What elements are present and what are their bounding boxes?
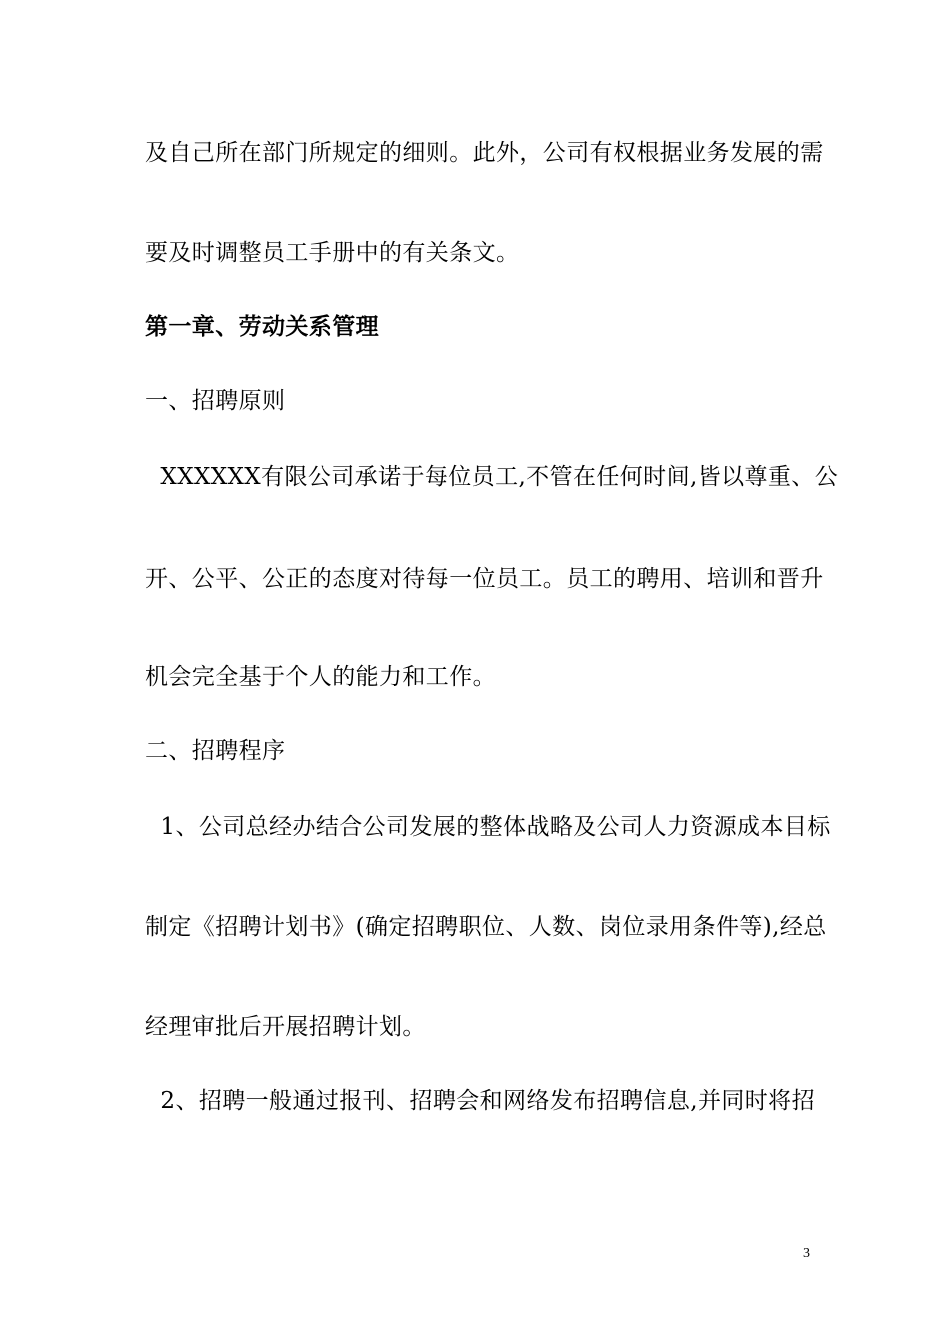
paragraph-line-8: 经理审批后开展招聘计划。 bbox=[145, 1014, 426, 1040]
paragraph-line-4: 开、公平、公正的态度对待每一位员工。员工的聘用、培训和晋升 bbox=[145, 566, 824, 592]
paragraph-line-5: 机会完全基于个人的能力和工作。 bbox=[145, 664, 496, 690]
section-heading-2: 二、招聘程序 bbox=[145, 738, 286, 764]
paragraph-line-9: 2、招聘一般通过报刊、招聘会和网络发布招聘信息,并同时将招 bbox=[145, 1088, 815, 1114]
paragraph-line-1: 及自己所在部门所规定的细则。此外，公司有权根据业务发展的需 bbox=[145, 140, 824, 166]
paragraph-line-2: 要及时调整员工手册中的有关条文。 bbox=[145, 240, 520, 266]
chapter-heading: 第一章、劳动关系管理 bbox=[145, 313, 379, 340]
paragraph-line-7: 制定《招聘计划书》(确定招聘职位、人数、岗位录用条件等),经总 bbox=[145, 914, 827, 940]
page-number: 3 bbox=[803, 1246, 810, 1261]
paragraph-line-6: 1、公司总经办结合公司发展的整体战略及公司人力资源成本目标 bbox=[145, 814, 831, 840]
section-heading-1: 一、招聘原则 bbox=[145, 388, 286, 414]
paragraph-line-3: XXXXXX有限公司承诺于每位员工,不管在任何时间,皆以尊重、公 bbox=[145, 464, 839, 490]
